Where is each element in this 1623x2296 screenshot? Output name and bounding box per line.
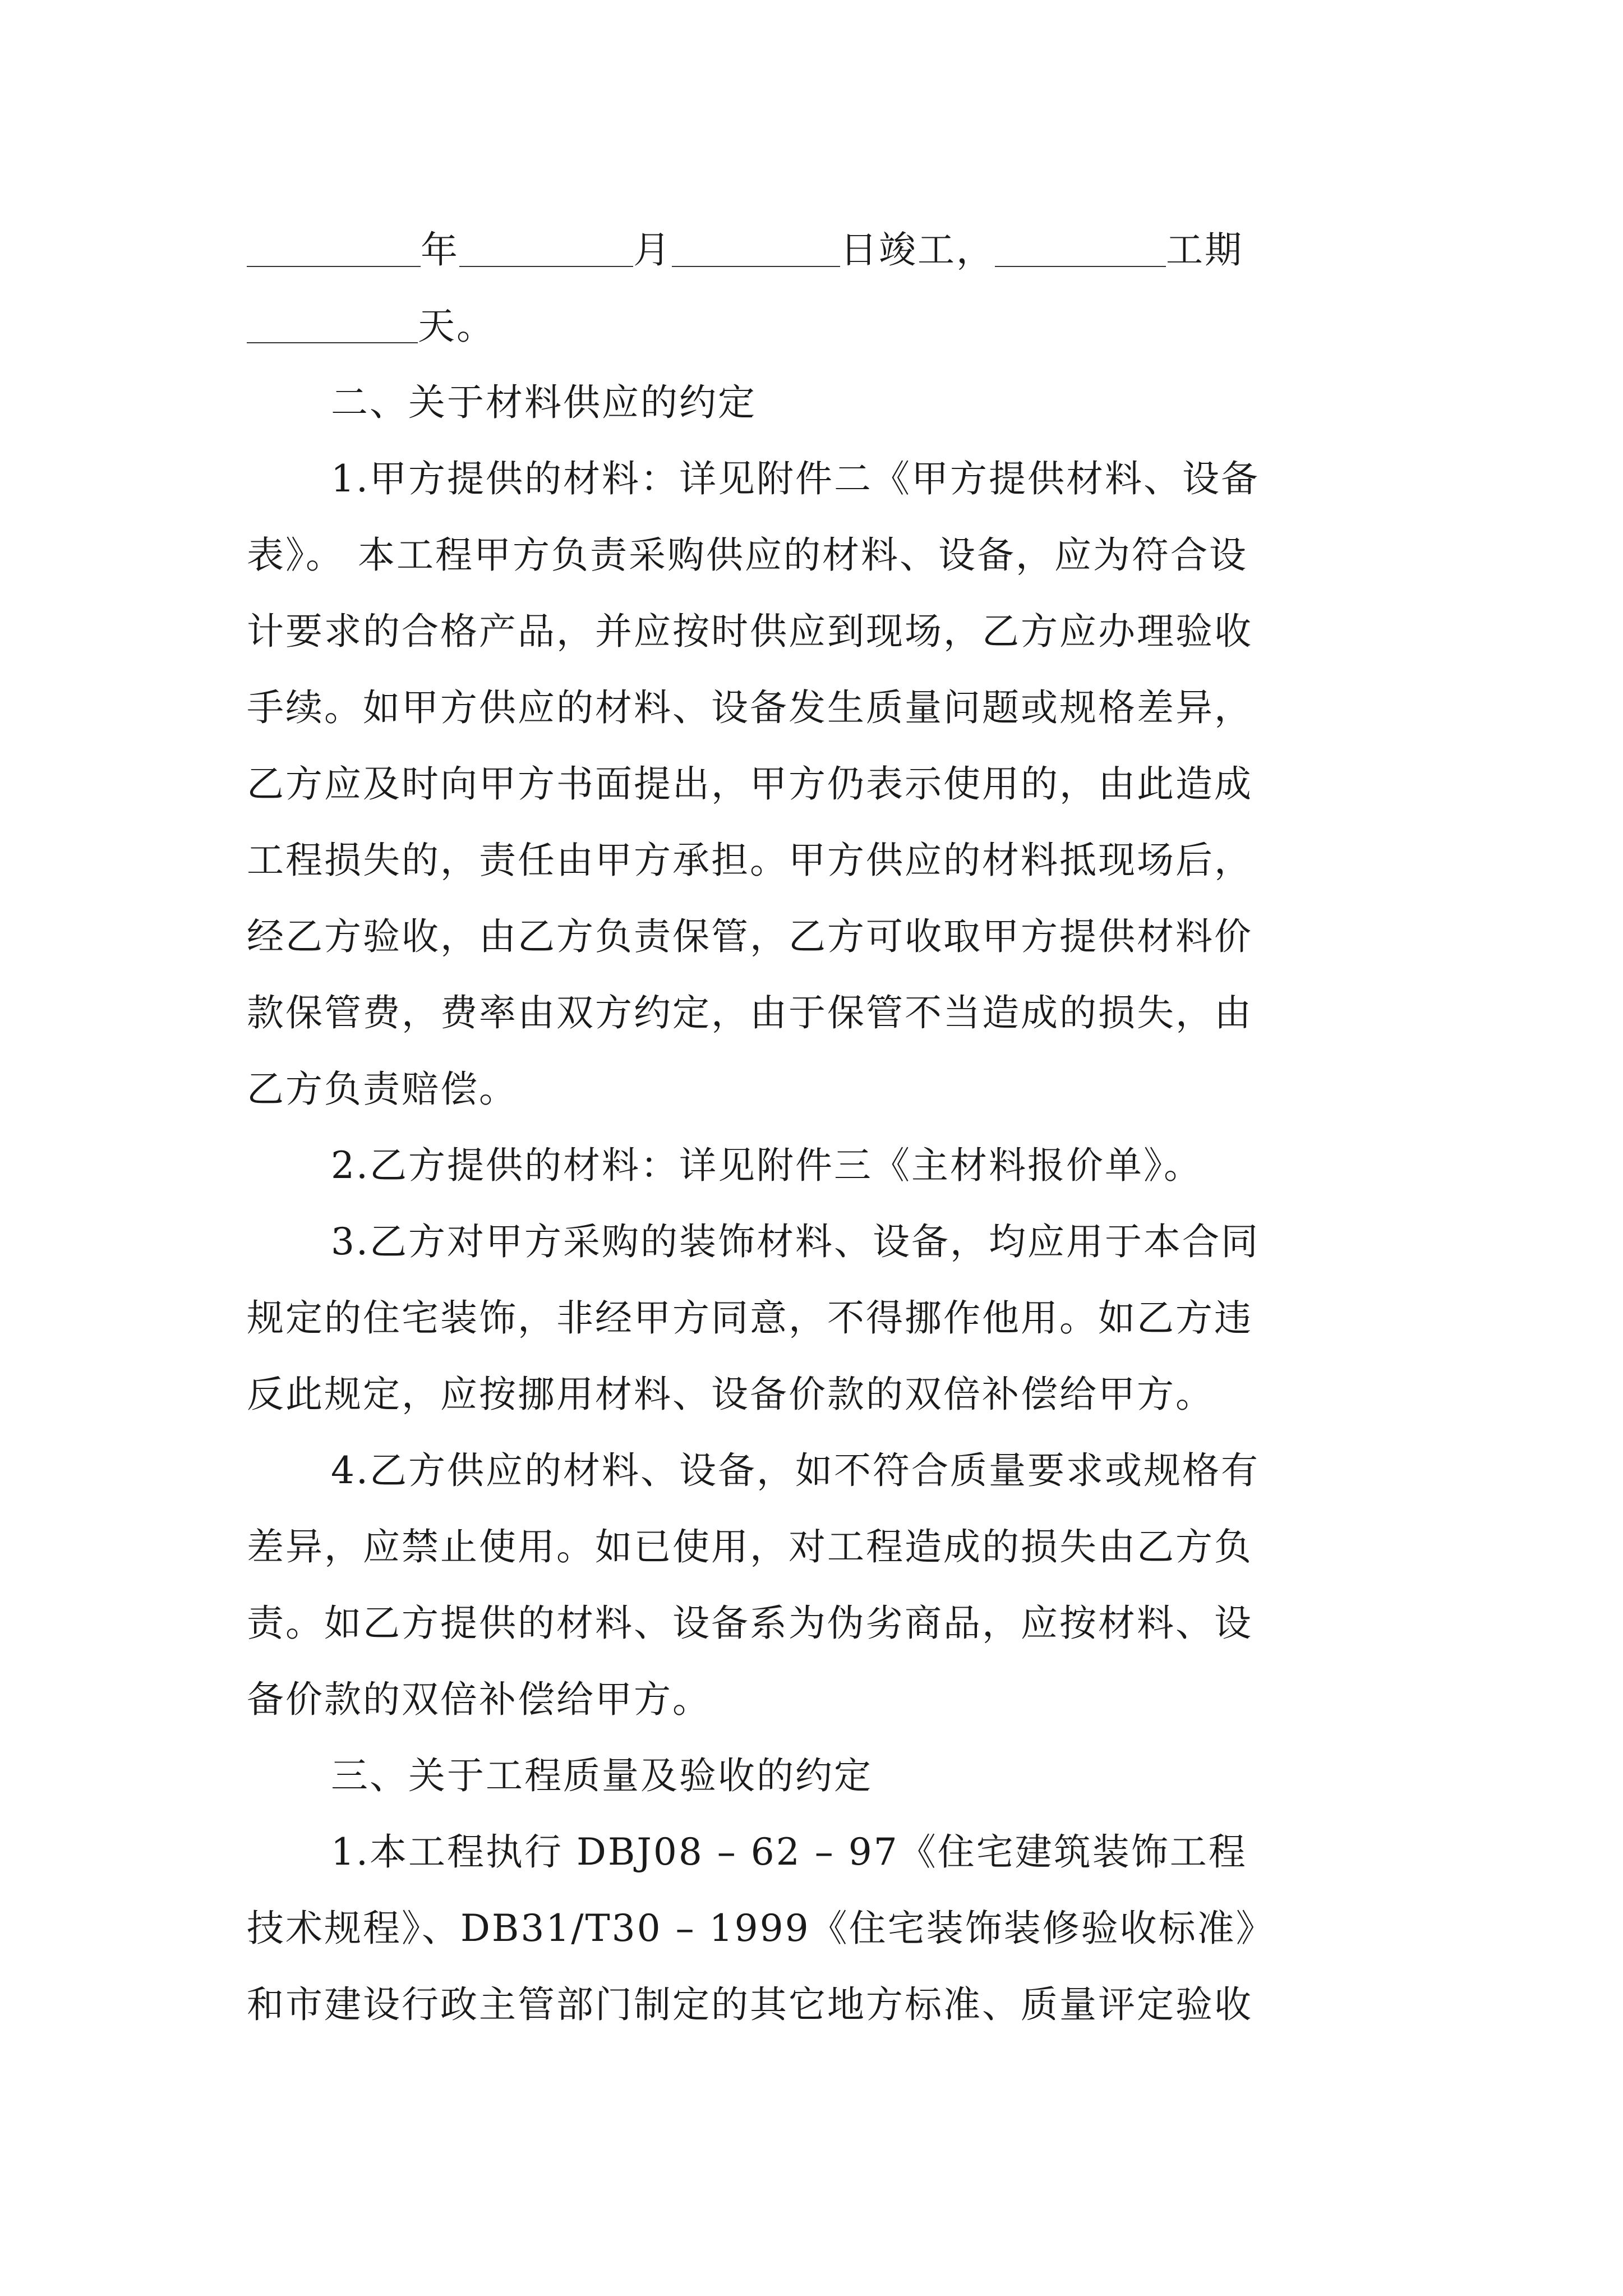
section-heading-quality: 三、关于工程质量及验收的约定 xyxy=(331,1754,873,1797)
year-label: 年 xyxy=(421,228,459,272)
paragraph-line: 和市建设行政主管部门制定的其它地方标准、质量评定验收 xyxy=(247,1983,1253,2026)
paragraph-line: 1.甲方提供的材料：详见附件二《甲方提供材料、设备 xyxy=(331,457,1260,500)
day-label: 日竣工， xyxy=(840,228,995,272)
paragraph-line: 款保管费，费率由双方约定，由于保管不当造成的损失，由 xyxy=(247,991,1253,1034)
paragraph-line: 3.乙方对甲方采购的装饰材料、设备，均应用于本合同 xyxy=(331,1220,1260,1263)
paragraph-line: 手续。如甲方供应的材料、设备发生质量问题或规格差异， xyxy=(247,686,1253,729)
month-blank[interactable] xyxy=(459,229,633,267)
paragraph-item-4 xyxy=(247,1433,1380,1738)
paragraph-line: 乙方负责赔偿。 xyxy=(247,1068,518,1111)
paragraph-line: 工程损失的，责任由甲方承担。甲方供应的材料抵现场后， xyxy=(247,839,1253,882)
year-blank[interactable] xyxy=(247,229,421,267)
paragraph-item-3 xyxy=(247,1204,1380,1433)
paragraph-line: 经乙方验收，由乙方负责保管，乙方可收取甲方提供材料价 xyxy=(247,915,1253,958)
paragraph-quality-item-1 xyxy=(247,1814,1380,2043)
section-heading-materials: 二、关于材料供应的约定 xyxy=(331,381,757,424)
paragraph-line: 乙方应及时向甲方书面提出，甲方仍表示使用的，由此造成 xyxy=(247,762,1253,806)
paragraph-line: 技术规程》、DB31/T30 – 1999《住宅装饰装修验收标准》 xyxy=(247,1907,1275,1950)
days-line xyxy=(247,288,1380,365)
period-blank[interactable] xyxy=(995,229,1166,267)
paragraph-line: 计要求的合格产品，并应按时供应到现场，乙方应办理验收 xyxy=(247,610,1253,653)
days-blank[interactable] xyxy=(247,305,418,343)
document-body xyxy=(247,212,1380,2043)
paragraph-line: 责。如乙方提供的材料、设备系为伪劣商品，应按材料、设 xyxy=(247,1602,1253,1645)
paragraph-line: 规定的住宅装饰，非经甲方同意，不得挪作他用。如乙方违 xyxy=(247,1296,1253,1340)
paragraph-item-1 xyxy=(247,441,1380,1128)
paragraph-line: 表》。 本工程甲方负责采购供应的材料、设备，应为符合设 xyxy=(247,533,1248,577)
day-blank[interactable] xyxy=(672,229,840,267)
days-label: 天。 xyxy=(418,305,495,348)
month-label: 月 xyxy=(633,228,672,272)
period-label: 工期 xyxy=(1166,228,1243,272)
paragraph-line: 1.本工程执行 DBJ08 – 62 – 97《住宅建筑装饰工程 xyxy=(331,1830,1247,1874)
paragraph-line: 备价款的双倍补偿给甲方。 xyxy=(247,1678,711,1721)
paragraph-line: 反此规定，应按挪用材料、设备价款的双倍补偿给甲方。 xyxy=(247,1373,1214,1416)
paragraph-line: 差异，应禁止使用。如已使用，对工程造成的损失由乙方负 xyxy=(247,1525,1253,1568)
paragraph-line: 2.乙方提供的材料：详见附件三《主材料报价单》。 xyxy=(331,1144,1202,1187)
completion-date-line xyxy=(247,212,1380,288)
paragraph-line: 4.乙方供应的材料、设备，如不符合质量要求或规格有 xyxy=(331,1449,1260,1492)
paragraph-item-2 xyxy=(247,1128,1380,1204)
